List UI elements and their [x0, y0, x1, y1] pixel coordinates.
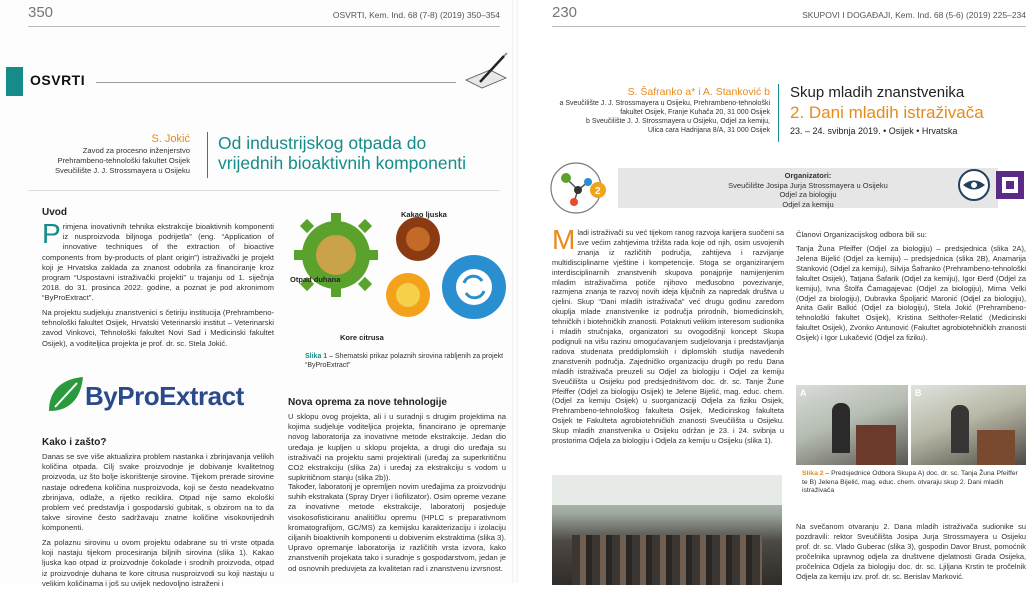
nova-paragraph-1: U sklopu ovog projekta, ali i u suradnji s drugim projektima na kojima sudjeluje voditeljica projekta, financirano je opremanje novog laboratorija za inovativne metode ekstrakcije. Jedan dio uređaja je kupljen u sklopu projekta, a drugi dio uređaja su istraživači na projektu sami projektirali (uređaj za superkritičnu CO2 ekstrakciju (slika 2a) i uređaj za ekstrakciju s vodom u supkritičnom stanju (slika 2b)). [288, 412, 506, 483]
svg-text:Otpad duhana: Otpad duhana [290, 275, 341, 284]
affiliations: a Sveučilište J. J. Strossmayera u Osijeku, Prehrambeno-tehnološki fakultet Osijek, Franje Kuhača 20, 31 000 Osijek b Sveučilište J. J. Strossmayera u Osijeku, Odjel za kemiju, Ulica cara Hadrijana 8/A, 31 000 Osijek [559, 100, 770, 134]
photo-a: A [796, 385, 908, 465]
svg-text:Kakao ljuska: Kakao ljuska [401, 210, 447, 219]
photo-b: B [911, 385, 1026, 465]
ojk-logo-icon [994, 168, 1026, 202]
molecule-icon [548, 160, 610, 216]
byproextract-logo: ByProExtract [45, 375, 275, 415]
authors: S. Šafranko a* i A. Stanković b [627, 86, 770, 98]
journal-header: SKUPOVI I DOGAĐAJI, Kem. Ind. 68 (5-6) (2019) 225–234 [802, 10, 1026, 20]
page-number: 230 [552, 4, 578, 21]
section-title: OSVRTI [30, 72, 86, 88]
article-title: Od industrijskog otpada do vrijednih bioaktivnih komponenti [218, 133, 467, 173]
figure-1 [288, 205, 510, 345]
intro-paragraph: Mladi istraživači su već tijekom ranog razvoja karijera suočeni sa sve većim zahtjevima tržišta rada koje od njih, osim usvojenih znanja iz različitih područja, zahtijeva i razvijanje multidisciplinarne vještine i kompetencije. Stoga se organiziranjem interdisciplinarnih znanstvenih skupova ponajprije namijenjenim mladim istraživačima potiče njihovo međusobno povezivanje, razmjena znanja te razvoj novih ideja ključnih za napredak društva u cjelini. Skup “Dani mladih istraživača” već drugu godinu zaredom okuplja mlade znanstvenike iz područja prirodnih, biomedicinskih, tehničkih i biotehničkih znanosti. Potaknuti velikim interesom sudionika i mladih stručnjaka, organizatori su ovogodišnji koncept Skupa podignuli na višu razinu omogućavanjem sudjelovanja i predstavljanja radova studenata preddiplomskih i diplomskih studija navedenih znanstvenih područja. Zajedničko organizaciju drugih po redu Dana mladih istraživača preuzeli su Odjel za biologiju i Odjel za kemiju Sveučilišta u Osijeku pod predsjedništvom doc. dr. sc. Tanje Žune Pfeiffer (Odjel za biologiju Osijek) te Jelene Bijelić, mag. educ. chem. (Odjel za kemiju Osijek) u suorganizaciji Odjela za fiziku Osijek, Prehrambeno-tehnološkog fakulteta Osijek, Medicinskog fakulteta Osijek te Fakulteta agrobiotehničkih znanosti Sveučilišta u Osijeku. Skup mladih znanstvenika u Osijeku održan je 23. i 24. svibnja u prostorima Odjela za biologiju i Odjela za kemiju u Osijeku (slika 1). [552, 224, 784, 446]
gear-icon [386, 273, 430, 317]
kako-heading: Kako i zašto? [42, 437, 107, 448]
pen-tablet-icon [460, 50, 510, 92]
gear-icon [294, 213, 378, 297]
journal-header: OSVRTI, Kem. Ind. 68 (7-8) (2019) 350–354 [332, 10, 500, 20]
page-number: 350 [28, 4, 54, 21]
kako-paragraph-1: Danas se sve više aktualizira problem nastanka i zbrinjavanja velikih količina otpada. Cilj svake proizvodnje je dobivanje kvalitetnog proizvoda, uz što bolje iskorištenje sirovine. Tijekom prerade sirovine nastaje određena količina nusproizvoda, koji se često neadekvatno zbrinjava, odlaže, a rijetko reciklira. Otpad nije samo ekološki problem već predstavlja i gospodarski gubitak, s obzirom na to da takve sirovine često sadržavaju znatne količine visokovrijednih komponenti. [42, 452, 274, 533]
gear-icon [396, 217, 440, 261]
uvod-paragraph-2: Na projektu sudjeluju znanstvenici s četiriju institucija (Prehrambeno-tehnološki fakultet Osijek, Hrvatski Veterinarski institut – Veterinarski zavod Vinkovci, Tehnološki fakultet Novi Sad i Medicinski fakultet Osijek), a voditeljica projekta je prof. dr. sc. Stela Jokić. [42, 308, 274, 348]
kako-paragraph-2: Za polaznu sirovinu u ovom projektu odabrane su tri vrste otpada koji nastaju tijekom procesiranja biljnih sirovina (slika 1). Kakao ljuska kao otpad iz proizvodnje čokolade i srodnih proizvoda, otpad iz proizvodnje duhana te kore citrusa nusproizvodi su koji nastaju u velikim količinama i još su uvijek nedovoljno istraženi i [42, 538, 274, 588]
organizers-box: Organizatori: Sveučilište Josipa Jurja Strossmayera u Osijeku Odjel za biologiju Odjel za kemiju [618, 168, 998, 208]
right-page [518, 0, 1030, 583]
section-marker [6, 67, 23, 96]
svg-text:Kore citrusa: Kore citrusa [340, 333, 384, 342]
university-seal-icon [958, 168, 990, 202]
nova-paragraph-2: Također, laboratorij je opremljen novim uređajima za proizvodnju suhih ekstrakata (Spray Dryer i liofilizator). Osim opreme vezane za inovativne metode ekstrakcije, laboratorij posjeduje visokosofisticiranu analitičku opremu (HPLC s preparativnom kromatografijom, GC/MS) za kemijsku karakterizaciju i izolaciju ciljanih bioaktivnih komponenti u dobivenim ekstraktima (slika 3). Upravo opremanje laboratorija iz različitih vrsta izvora, kako znanstvenih projekata tako i suradnje s gospodarstvom, jedan je od osnovnih preduvjeta za kvalitetan rad i znanstvenu izvrsnost. [288, 482, 506, 573]
committee-list: Tanja Žuna Pfeiffer (Odjel za biologiju) – predsjednica (slika 2A), Jelena Bijelić (Odjel za kemiju) – predsjednica (slika 2B), Anamarija Stanković (Odjel za kemiju), Silvija Šafranko (Prehrambeno-tehnološki fakultet Osijek), Tatjana Šafarik (Odjel za kemiju), Igor Đerđ (Odjel za kemiju), Ivna Štolfa Čamagajevac (Odjel za biologiju), Mirna Velki (Odjel za biologiju), Dubravka Špoljarić Maronić (Odjel za biologiju), Anita Galir Balkić (Odjel za biologiju), Stela Jokić (Prehrambeno-tehnološki fakultet Osijek), Kristina Selthofer-Relatić (Medicinski fakultet Osijek), Zvonko Antunović (Fakultet agrobiotehničkih znanosti Osijek) i Igor Lukačević (Odjel za fiziku). [796, 244, 1026, 343]
figure-1-caption: Slika 1 – Shematski prikaz polaznih sirovina rabljenih za projekt “ByProExtract” [305, 353, 504, 369]
author: S. Jokić [151, 133, 190, 145]
nova-heading: Nova oprema za nove tehnologije [288, 397, 447, 408]
figure-2-caption: Slika 2 – Predsjednice Odbora Skupa A) doc. dr. sc. Tanja Žuna Pfeiffer te B) Jelena Bijelić, mag. educ. chem. otvaraju skup 2. Dani mladih istraživača [802, 470, 1018, 495]
leaf-icon [45, 375, 85, 415]
committee-intro: Članovi Organizacijskog odbora bili su: [796, 230, 927, 239]
svg-text:2: 2 [595, 186, 601, 197]
left-page [0, 0, 512, 588]
photo-audience [552, 475, 782, 585]
event-title: Skup mladih znanstvenika 2. Dani mladih istraživača 23. – 24. svibnja 2019. • Osijek • Hrvatska [790, 84, 984, 136]
uvod-heading: Uvod [42, 207, 67, 218]
gear-icon [442, 255, 506, 319]
opening-paragraph: Na svečanom otvaranju 2. Dana mladih istraživača sudionike su pozdravili: rektor Sveučilišta Josipa Jurja Strossmayera u Osijeku prof. dr. sc. Vlado Guberac (slika 3), gospodin Davor Brust, pomoćnik pročelnika upravnog odjela za društvene djelatnosti Grada Osijeka, pročelnica Odjela za biologiju doc. dr. sc. Ljiljana Krstin te pročelnik Odjela za kemiju izv. prof. dr. sc. Berislav Marković. [796, 522, 1026, 581]
affiliation: Zavod za procesno inženjerstvo Prehrambeno-tehnološki fakultet Osijek Sveučilište J. J. Strossmayera u Osijeku [54, 146, 190, 175]
uvod-paragraph: Primjena inovativnih tehnika ekstrakcije bioaktivnih komponenti iz nusproizvoda biljnoga podrijetla” (eng. “Application of innovative techniques of the extraction of bioactive components from by-products of plant origin”) istraživački je projekt koji je Hrvatska zaklada za znanost odobrila za financiranje kroz program “Uspostavni istraživački projekti” u trajanju od 1. siječnja 2018. do 31. prosinca 2022. godine, a poznat je pod akronimom “ByProExtract”. [42, 218, 274, 303]
